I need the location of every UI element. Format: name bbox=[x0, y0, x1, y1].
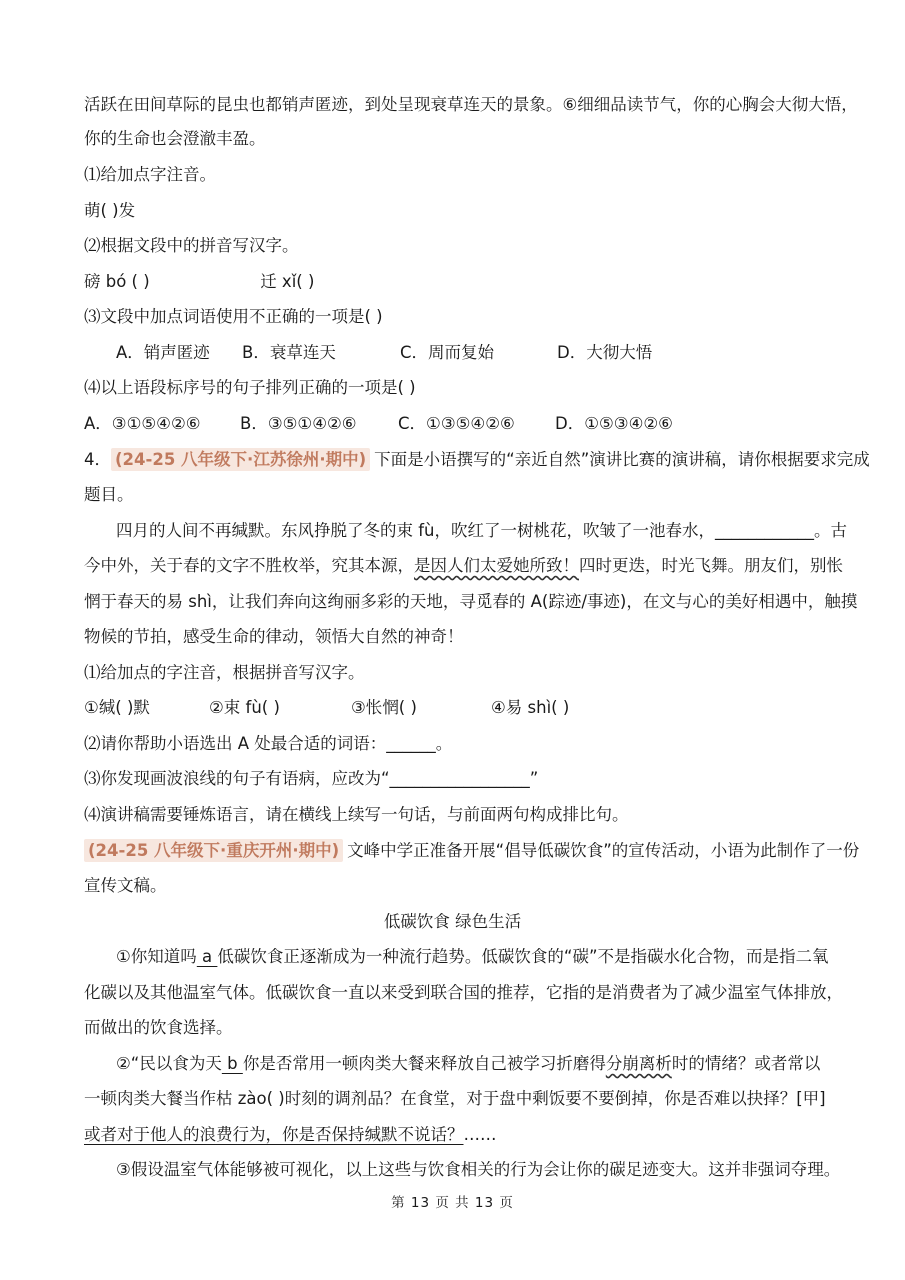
options-row bbox=[116, 342, 845, 364]
answer-item: ④易 shì( ) bbox=[491, 698, 570, 717]
passage-text: ②“民以食为天 bbox=[116, 1054, 222, 1073]
question-4-header bbox=[84, 449, 870, 471]
paragraph-line: 你的生命也会澄澈丰盈。 bbox=[84, 129, 266, 148]
answer-item: ②束 fù( ) bbox=[209, 698, 280, 717]
option-b: B．③⑤①④②⑥ bbox=[240, 414, 357, 433]
passage-text: 你是否常用一顿肉类大餐来释放自己被学习折磨得 bbox=[242, 1054, 606, 1073]
passage-line: 惘于春天的易 shì，让我们奔向这绚丽多彩的天地，寻觅春的 A(踪迹/事迹)，在文与心的美好相遇中，触摸 bbox=[84, 592, 858, 611]
passage-text: …… bbox=[463, 1125, 497, 1144]
page-footer: 第 13 页 共 13 页 bbox=[391, 1195, 514, 1211]
answer-item: ③怅惘( ) bbox=[351, 698, 417, 717]
passage-line bbox=[116, 1053, 845, 1075]
question-sub-1: ⑴给加点字注音。 bbox=[84, 165, 216, 184]
option-d: D．①⑤③④②⑥ bbox=[555, 414, 673, 433]
question-sub-2: ⑵根据文段中的拼音写汉字。 bbox=[84, 236, 299, 255]
passage-text: ①你知道吗 bbox=[116, 947, 197, 966]
answer-items-row bbox=[84, 697, 845, 719]
passage-line: 四月的人间不再缄默。东风挣脱了冬的束 fù，吹红了一树桃花，吹皱了一池春水，____________。古 bbox=[116, 521, 848, 540]
answer-item: 磅 bó ( ) bbox=[84, 272, 150, 291]
answer-item: 迁 xǐ( ) bbox=[260, 272, 315, 291]
question-sub-4: ⑷演讲稿需要锤炼语言，请在横线上续写一句话，与前面两句构成排比句。 bbox=[84, 805, 629, 824]
question-sub-2: ⑵请你帮助小语选出 A 处最合适的词语：______。 bbox=[84, 734, 453, 753]
passage-line: ③假设温室气体能够被可视化，以上这些与饮食相关的行为会让你的碳足迹变大。这并非强词夺理。 bbox=[116, 1160, 841, 1179]
option-c: C．①③⑤④②⑥ bbox=[398, 414, 515, 433]
option-b: B．衰草连天 bbox=[242, 343, 336, 362]
passage-text: 四时更迭，时光飞舞。朋友们，别怅 bbox=[579, 556, 843, 575]
passage-text: 今中外，关于春的文字不胜枚举，究其本源， bbox=[84, 556, 414, 575]
question-intro-cont: 题目。 bbox=[84, 485, 134, 504]
passage-line: 一顿肉类大餐当作枯 zào( )时刻的调剂品？在食堂，对于盘中剩饭要不要倒掉，你是否难以抉择？[甲] bbox=[84, 1089, 826, 1108]
answer-item: 萌( )发 bbox=[84, 201, 136, 220]
question-intro: 文峰中学正准备开展“倡导低碳饮食”的宣传活动，小语为此制作了一份 bbox=[347, 841, 860, 860]
question-5-header bbox=[84, 840, 860, 862]
paragraph-line: 活跃在田间草际的昆虫也都销声匿迹，到处呈现衰草连天的景象。⑥细细品读节气，你的心胸会大彻大悟， bbox=[84, 95, 858, 114]
question-sub-4: ⑷以上语段标序号的句子排列正确的一项是( ) bbox=[84, 378, 416, 397]
question-sub-3: ⑶你发现画波浪线的句子有语病，应改为“_________________” bbox=[84, 769, 539, 788]
question-intro: 下面是小语撰写的“亲近自然”演讲比赛的演讲稿，请你根据要求完成 bbox=[374, 450, 870, 469]
option-c: C．周而复始 bbox=[400, 343, 495, 362]
marked-word: 分崩离析 bbox=[605, 1054, 672, 1073]
passage-line bbox=[84, 555, 845, 577]
options-row bbox=[84, 413, 845, 435]
wavy-underlined-sentence: 是因人们太爱她所致！ bbox=[414, 556, 579, 575]
answer-items-row bbox=[84, 271, 845, 293]
passage-line: 物候的节拍，感受生命的律动，领悟大自然的神奇！ bbox=[84, 627, 464, 646]
source-tag: (24-25 八年级下·重庆开州·期中) bbox=[84, 839, 343, 862]
question-number: 4． bbox=[84, 450, 111, 469]
question-sub-3: ⑶文段中加点词语使用不正确的一项是( ) bbox=[84, 307, 383, 326]
passage-line: 化碳以及其他温室气体。低碳饮食一直以来受到联合国的推荐，它指的是消费者为了减少温室气体排放， bbox=[84, 983, 843, 1002]
passage-text: 时的情绪？或者常以 bbox=[671, 1054, 821, 1073]
answer-item: ①缄( )默 bbox=[84, 698, 150, 717]
source-tag: (24-25 八年级下·江苏徐州·期中) bbox=[111, 448, 370, 471]
option-a: A．销声匿迹 bbox=[116, 343, 210, 362]
passage-line bbox=[116, 946, 845, 968]
passage-line bbox=[84, 1124, 845, 1146]
question-sub-1: ⑴给加点的字注音，根据拼音写汉字。 bbox=[84, 663, 365, 682]
article-title: 低碳饮食 绿色生活 bbox=[383, 912, 522, 931]
option-a: A．③①⑤④②⑥ bbox=[84, 414, 201, 433]
blank-b: b bbox=[221, 1054, 243, 1073]
option-d: D．大彻大悟 bbox=[557, 343, 653, 362]
underlined-sentence: 或者对于他人的浪费行为，你是否保持缄默不说话？ bbox=[84, 1125, 464, 1144]
blank-a: a bbox=[196, 947, 218, 966]
passage-line: 而做出的饮食选择。 bbox=[84, 1018, 233, 1037]
question-intro-cont: 宣传文稿。 bbox=[84, 876, 167, 895]
passage-text: 低碳饮食正逐渐成为一种流行趋势。低碳饮食的“碳”不是指碳水化合物，而是指二氧 bbox=[217, 947, 829, 966]
